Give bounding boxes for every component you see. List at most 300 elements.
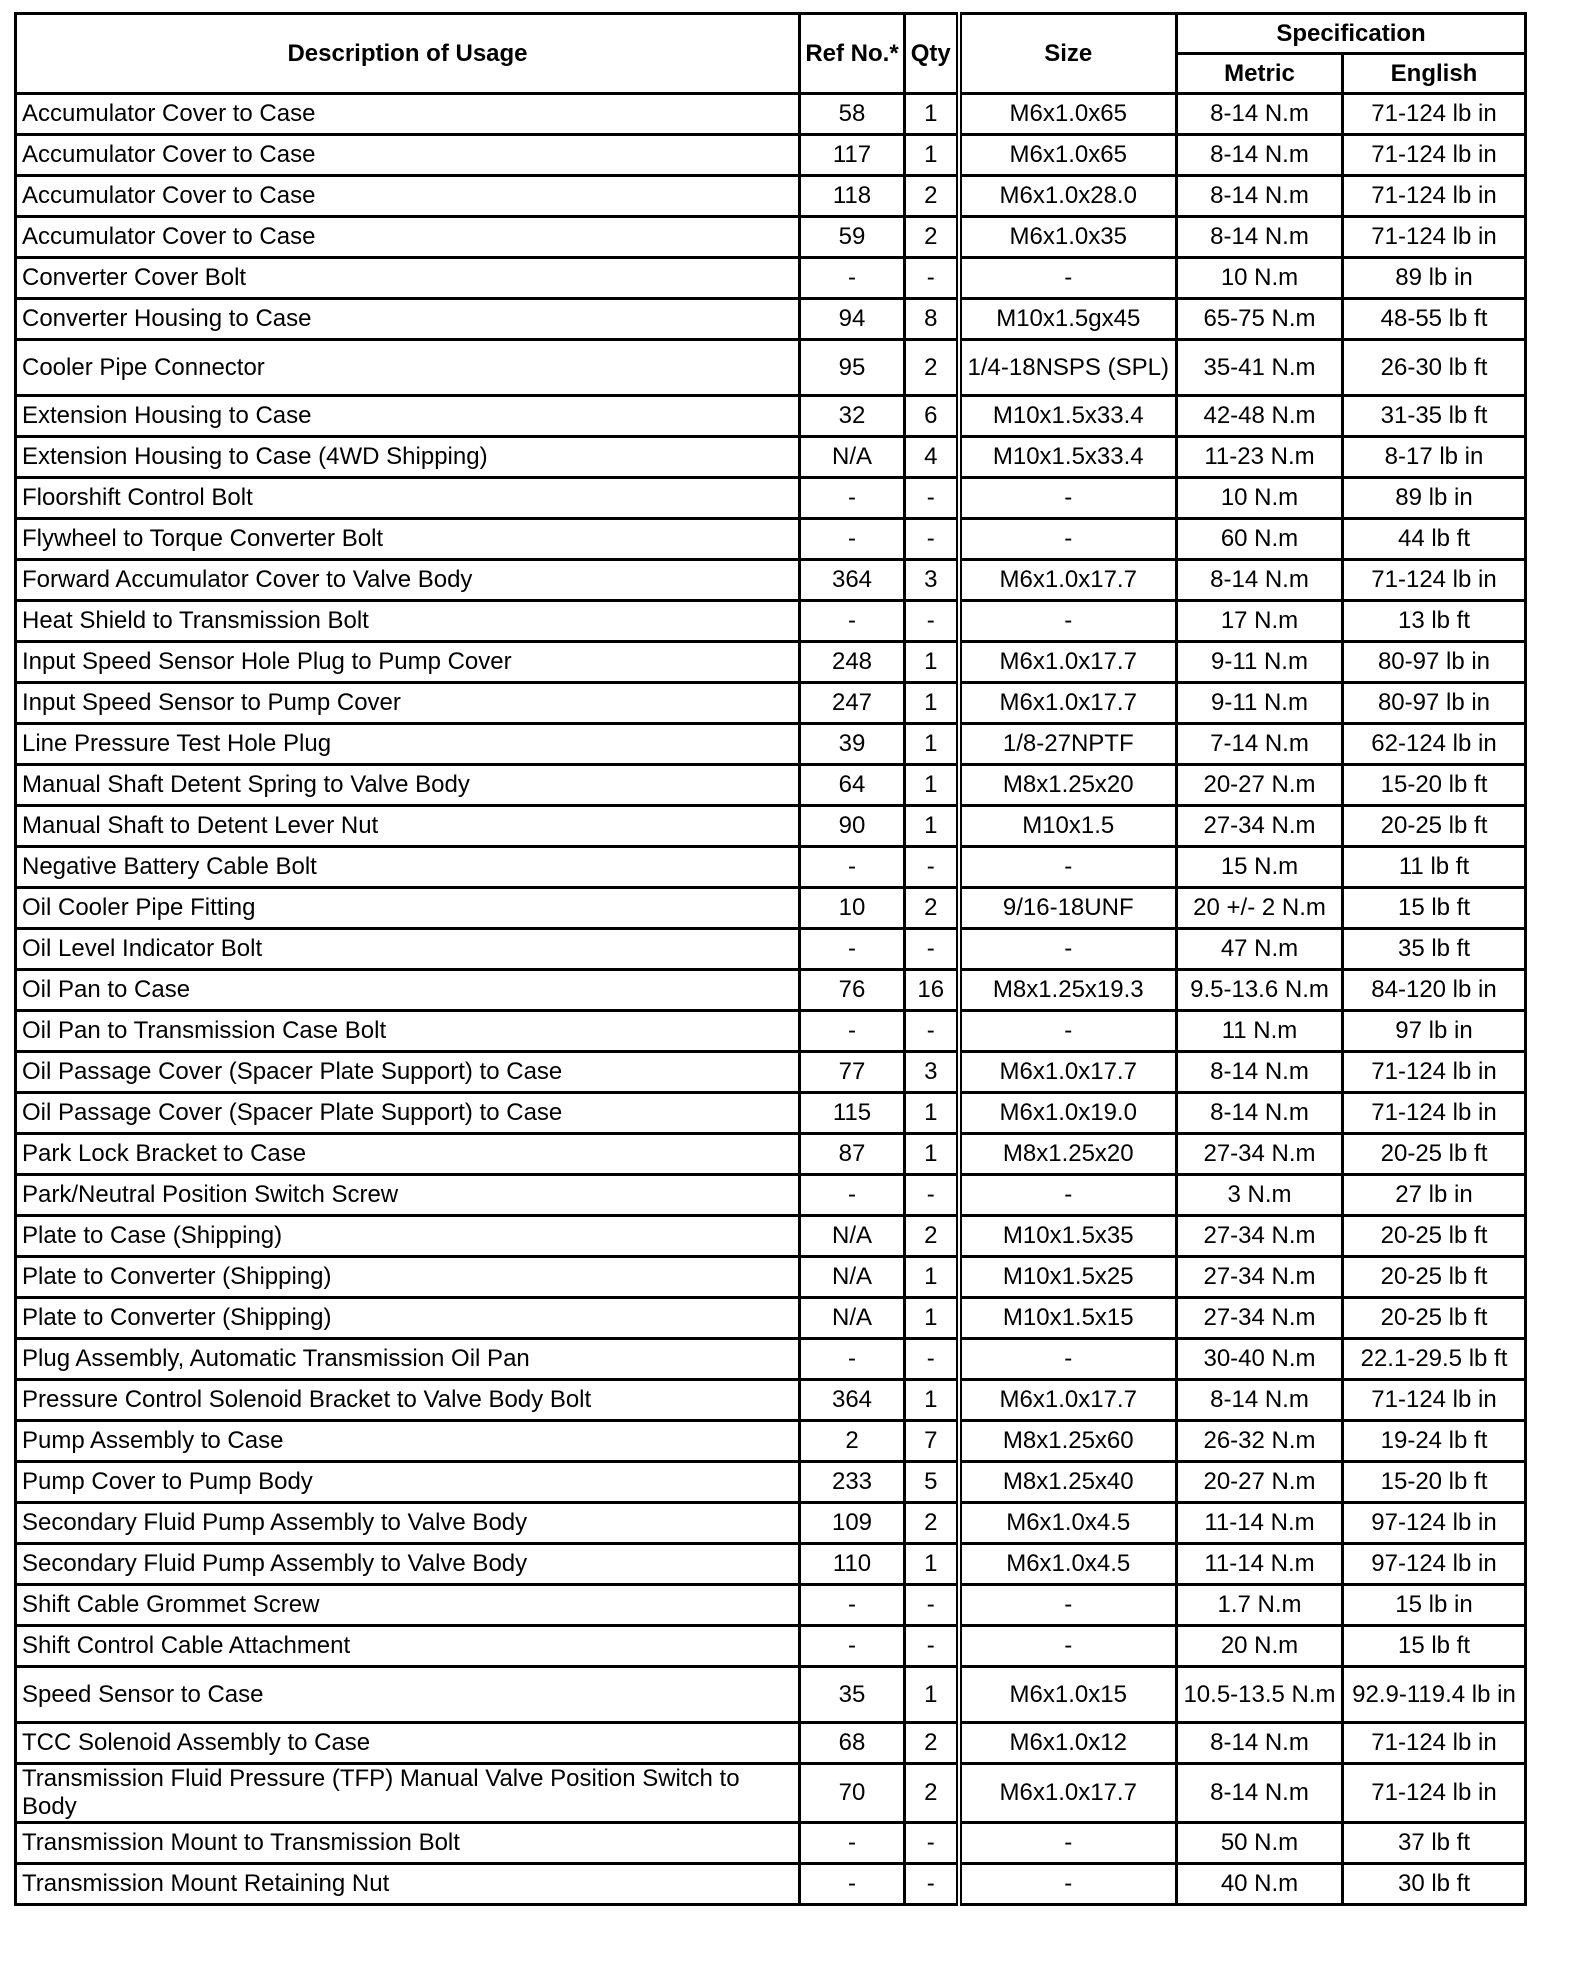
table-row [16, 1339, 1526, 1380]
cell-metric: 65-75 N.m [1177, 299, 1343, 340]
cell-qty: - [905, 1585, 959, 1626]
cell-description: Forward Accumulator Cover to Valve Body [16, 560, 800, 601]
cell-english: 71-124 lb in [1343, 176, 1526, 217]
cell-ref-no: 87 [800, 1134, 905, 1175]
cell-ref-no: 35 [800, 1667, 905, 1723]
cell-metric: 10.5-13.5 N.m [1177, 1667, 1343, 1723]
cell-metric: 20 +/- 2 N.m [1177, 888, 1343, 929]
cell-description: Accumulator Cover to Case [16, 135, 800, 176]
cell-qty: 2 [905, 1216, 959, 1257]
cell-description: Accumulator Cover to Case [16, 176, 800, 217]
cell-qty: - [905, 1626, 959, 1667]
cell-qty: 2 [905, 1764, 959, 1823]
cell-metric: 8-14 N.m [1177, 176, 1343, 217]
cell-description: Accumulator Cover to Case [16, 94, 800, 135]
cell-metric: 11-23 N.m [1177, 437, 1343, 478]
cell-metric: 11-14 N.m [1177, 1544, 1343, 1585]
cell-qty: 5 [905, 1462, 959, 1503]
cell-metric: 35-41 N.m [1177, 340, 1343, 396]
cell-size: M10x1.5x35 [959, 1216, 1177, 1257]
cell-description: Pump Assembly to Case [16, 1421, 800, 1462]
table-row [16, 1093, 1526, 1134]
cell-description: Shift Control Cable Attachment [16, 1626, 800, 1667]
cell-description: Oil Passage Cover (Spacer Plate Support) to Case [16, 1052, 800, 1093]
cell-qty: 1 [905, 724, 959, 765]
cell-qty: 2 [905, 340, 959, 396]
cell-description: Plug Assembly, Automatic Transmission Oil Pan [16, 1339, 800, 1380]
cell-ref-no: - [800, 847, 905, 888]
cell-qty: - [905, 258, 959, 299]
cell-metric: 8-14 N.m [1177, 560, 1343, 601]
table-row [16, 217, 1526, 258]
cell-size: - [959, 1011, 1177, 1052]
cell-ref-no: 32 [800, 396, 905, 437]
cell-qty: 1 [905, 1667, 959, 1723]
cell-ref-no: - [800, 929, 905, 970]
cell-metric: 9-11 N.m [1177, 642, 1343, 683]
cell-metric: 10 N.m [1177, 258, 1343, 299]
table-row [16, 765, 1526, 806]
cell-size: M6x1.0x15 [959, 1667, 1177, 1723]
cell-description: Negative Battery Cable Bolt [16, 847, 800, 888]
table-row [16, 642, 1526, 683]
cell-ref-no: N/A [800, 437, 905, 478]
cell-ref-no: - [800, 1864, 905, 1905]
cell-size: - [959, 478, 1177, 519]
cell-english: 71-124 lb in [1343, 217, 1526, 258]
cell-size: M10x1.5x25 [959, 1257, 1177, 1298]
cell-size: M10x1.5x33.4 [959, 396, 1177, 437]
cell-description: Pressure Control Solenoid Bracket to Valve Body Bolt [16, 1380, 800, 1421]
header-qty: Qty [905, 14, 959, 94]
header-description: Description of Usage [16, 14, 800, 94]
cell-english: 71-124 lb in [1343, 1723, 1526, 1764]
cell-qty: 1 [905, 135, 959, 176]
cell-metric: 26-32 N.m [1177, 1421, 1343, 1462]
cell-metric: 47 N.m [1177, 929, 1343, 970]
cell-size: - [959, 1823, 1177, 1864]
cell-english: 15 lb ft [1343, 1626, 1526, 1667]
cell-ref-no: 58 [800, 94, 905, 135]
cell-description: Plate to Case (Shipping) [16, 1216, 800, 1257]
table-row [16, 94, 1526, 135]
table-row [16, 806, 1526, 847]
cell-metric: 8-14 N.m [1177, 1093, 1343, 1134]
cell-description: Flywheel to Torque Converter Bolt [16, 519, 800, 560]
cell-ref-no: 247 [800, 683, 905, 724]
cell-english: 30 lb ft [1343, 1864, 1526, 1905]
cell-qty: - [905, 519, 959, 560]
table-row [16, 1667, 1526, 1723]
cell-size: M8x1.25x20 [959, 1134, 1177, 1175]
cell-english: 31-35 lb ft [1343, 396, 1526, 437]
cell-description: Extension Housing to Case (4WD Shipping) [16, 437, 800, 478]
cell-ref-no: - [800, 258, 905, 299]
cell-metric: 42-48 N.m [1177, 396, 1343, 437]
cell-ref-no: 2 [800, 1421, 905, 1462]
cell-english: 20-25 lb ft [1343, 1298, 1526, 1339]
cell-description: Accumulator Cover to Case [16, 217, 800, 258]
cell-qty: - [905, 847, 959, 888]
cell-qty: 1 [905, 1298, 959, 1339]
cell-ref-no: - [800, 1585, 905, 1626]
table-row [16, 135, 1526, 176]
cell-description: Transmission Mount Retaining Nut [16, 1864, 800, 1905]
cell-description: Park Lock Bracket to Case [16, 1134, 800, 1175]
cell-description: Secondary Fluid Pump Assembly to Valve Body [16, 1503, 800, 1544]
cell-size: M8x1.25x20 [959, 765, 1177, 806]
cell-description: TCC Solenoid Assembly to Case [16, 1723, 800, 1764]
cell-english: 15 lb in [1343, 1585, 1526, 1626]
cell-size: - [959, 1339, 1177, 1380]
cell-metric: 8-14 N.m [1177, 135, 1343, 176]
table-row [16, 1823, 1526, 1864]
cell-size: M8x1.25x19.3 [959, 970, 1177, 1011]
cell-ref-no: 109 [800, 1503, 905, 1544]
cell-description: Transmission Fluid Pressure (TFP) Manual Valve Position Switch to Body [16, 1764, 800, 1823]
cell-size: 1/8-27NPTF [959, 724, 1177, 765]
table-row [16, 1380, 1526, 1421]
cell-qty: 2 [905, 1503, 959, 1544]
cell-english: 97-124 lb in [1343, 1544, 1526, 1585]
cell-size: M6x1.0x17.7 [959, 560, 1177, 601]
cell-description: Oil Pan to Transmission Case Bolt [16, 1011, 800, 1052]
cell-english: 20-25 lb ft [1343, 1257, 1526, 1298]
cell-ref-no: 39 [800, 724, 905, 765]
cell-description: Converter Cover Bolt [16, 258, 800, 299]
table-row [16, 519, 1526, 560]
cell-size: M6x1.0x12 [959, 1723, 1177, 1764]
cell-english: 89 lb in [1343, 258, 1526, 299]
cell-ref-no: 70 [800, 1764, 905, 1823]
cell-ref-no: - [800, 1626, 905, 1667]
cell-qty: 7 [905, 1421, 959, 1462]
table-row [16, 1011, 1526, 1052]
cell-size: - [959, 1175, 1177, 1216]
cell-metric: 11 N.m [1177, 1011, 1343, 1052]
table-row [16, 437, 1526, 478]
cell-description: Manual Shaft to Detent Lever Nut [16, 806, 800, 847]
table-row [16, 601, 1526, 642]
cell-english: 27 lb in [1343, 1175, 1526, 1216]
table-row [16, 176, 1526, 217]
cell-qty: 1 [905, 94, 959, 135]
table-row [16, 847, 1526, 888]
cell-english: 80-97 lb in [1343, 683, 1526, 724]
cell-english: 71-124 lb in [1343, 94, 1526, 135]
cell-size: M6x1.0x17.7 [959, 642, 1177, 683]
cell-size: M10x1.5x33.4 [959, 437, 1177, 478]
cell-ref-no: 233 [800, 1462, 905, 1503]
cell-description: Shift Cable Grommet Screw [16, 1585, 800, 1626]
cell-english: 71-124 lb in [1343, 1380, 1526, 1421]
header-specification: Specification [1177, 14, 1526, 54]
cell-metric: 8-14 N.m [1177, 1764, 1343, 1823]
table-row [16, 1626, 1526, 1667]
cell-metric: 1.7 N.m [1177, 1585, 1343, 1626]
cell-description: Park/Neutral Position Switch Screw [16, 1175, 800, 1216]
cell-english: 19-24 lb ft [1343, 1421, 1526, 1462]
cell-description: Plate to Converter (Shipping) [16, 1298, 800, 1339]
cell-english: 84-120 lb in [1343, 970, 1526, 1011]
cell-metric: 10 N.m [1177, 478, 1343, 519]
cell-size: - [959, 847, 1177, 888]
cell-size: M6x1.0x4.5 [959, 1544, 1177, 1585]
cell-size: 9/16-18UNF [959, 888, 1177, 929]
cell-english: 20-25 lb ft [1343, 1216, 1526, 1257]
cell-description: Cooler Pipe Connector [16, 340, 800, 396]
cell-size: - [959, 1864, 1177, 1905]
cell-ref-no: N/A [800, 1298, 905, 1339]
table-row [16, 1462, 1526, 1503]
cell-qty: - [905, 478, 959, 519]
cell-size: M6x1.0x17.7 [959, 1380, 1177, 1421]
cell-qty: 16 [905, 970, 959, 1011]
cell-ref-no: - [800, 478, 905, 519]
cell-ref-no: 77 [800, 1052, 905, 1093]
cell-metric: 20-27 N.m [1177, 1462, 1343, 1503]
cell-qty: - [905, 1339, 959, 1380]
cell-english: 71-124 lb in [1343, 1093, 1526, 1134]
cell-metric: 7-14 N.m [1177, 724, 1343, 765]
cell-size: M6x1.0x17.7 [959, 1052, 1177, 1093]
cell-english: 89 lb in [1343, 478, 1526, 519]
table-row [16, 929, 1526, 970]
cell-english: 37 lb ft [1343, 1823, 1526, 1864]
cell-ref-no: 64 [800, 765, 905, 806]
cell-qty: 1 [905, 683, 959, 724]
cell-size: M6x1.0x19.0 [959, 1093, 1177, 1134]
cell-size: M8x1.25x60 [959, 1421, 1177, 1462]
table-row [16, 1723, 1526, 1764]
cell-qty: 2 [905, 1723, 959, 1764]
cell-description: Converter Housing to Case [16, 299, 800, 340]
cell-english: 97 lb in [1343, 1011, 1526, 1052]
cell-ref-no: 364 [800, 560, 905, 601]
table-row [16, 1134, 1526, 1175]
cell-ref-no: 118 [800, 176, 905, 217]
cell-ref-no: 10 [800, 888, 905, 929]
cell-qty: 1 [905, 1257, 959, 1298]
cell-ref-no: 68 [800, 1723, 905, 1764]
cell-metric: 27-34 N.m [1177, 1298, 1343, 1339]
cell-qty: 2 [905, 888, 959, 929]
table-row [16, 258, 1526, 299]
cell-qty: 1 [905, 642, 959, 683]
cell-metric: 27-34 N.m [1177, 1216, 1343, 1257]
cell-description: Speed Sensor to Case [16, 1667, 800, 1723]
cell-ref-no: - [800, 1823, 905, 1864]
cell-description: Plate to Converter (Shipping) [16, 1257, 800, 1298]
cell-ref-no: 95 [800, 340, 905, 396]
table-row [16, 1585, 1526, 1626]
cell-metric: 20 N.m [1177, 1626, 1343, 1667]
cell-english: 71-124 lb in [1343, 560, 1526, 601]
cell-ref-no: - [800, 1339, 905, 1380]
cell-english: 26-30 lb ft [1343, 340, 1526, 396]
cell-description: Floorshift Control Bolt [16, 478, 800, 519]
cell-size: M6x1.0x28.0 [959, 176, 1177, 217]
cell-description: Line Pressure Test Hole Plug [16, 724, 800, 765]
cell-english: 62-124 lb in [1343, 724, 1526, 765]
cell-metric: 3 N.m [1177, 1175, 1343, 1216]
cell-qty: 1 [905, 765, 959, 806]
cell-qty: 1 [905, 1134, 959, 1175]
cell-description: Manual Shaft Detent Spring to Valve Body [16, 765, 800, 806]
cell-description: Input Speed Sensor to Pump Cover [16, 683, 800, 724]
cell-qty: 2 [905, 217, 959, 258]
table-row [16, 1764, 1526, 1823]
header-english: English [1343, 54, 1526, 94]
table-row [16, 970, 1526, 1011]
cell-metric: 9.5-13.6 N.m [1177, 970, 1343, 1011]
cell-description: Input Speed Sensor Hole Plug to Pump Cover [16, 642, 800, 683]
cell-qty: - [905, 929, 959, 970]
header-size: Size [959, 14, 1177, 94]
cell-english: 8-17 lb in [1343, 437, 1526, 478]
cell-english: 44 lb ft [1343, 519, 1526, 560]
cell-size: M10x1.5 [959, 806, 1177, 847]
cell-size: - [959, 601, 1177, 642]
table-row [16, 1298, 1526, 1339]
cell-size: - [959, 519, 1177, 560]
cell-english: 22.1-29.5 lb ft [1343, 1339, 1526, 1380]
cell-metric: 8-14 N.m [1177, 1380, 1343, 1421]
cell-qty: 4 [905, 437, 959, 478]
cell-qty: 1 [905, 1380, 959, 1421]
table-row [16, 478, 1526, 519]
cell-qty: - [905, 1175, 959, 1216]
cell-qty: - [905, 601, 959, 642]
cell-qty: 6 [905, 396, 959, 437]
table-row [16, 724, 1526, 765]
table-row [16, 560, 1526, 601]
header-ref-no: Ref No.* [800, 14, 905, 94]
cell-description: Oil Pan to Case [16, 970, 800, 1011]
cell-description: Extension Housing to Case [16, 396, 800, 437]
cell-ref-no: 248 [800, 642, 905, 683]
cell-metric: 27-34 N.m [1177, 1257, 1343, 1298]
table-row [16, 1216, 1526, 1257]
cell-qty: - [905, 1823, 959, 1864]
cell-english: 15-20 lb ft [1343, 765, 1526, 806]
cell-ref-no: 59 [800, 217, 905, 258]
table-row [16, 396, 1526, 437]
cell-english: 13 lb ft [1343, 601, 1526, 642]
cell-size: 1/4-18NSPS (SPL) [959, 340, 1177, 396]
table-row [16, 1175, 1526, 1216]
cell-qty: 1 [905, 1544, 959, 1585]
cell-size: M6x1.0x65 [959, 94, 1177, 135]
cell-metric: 50 N.m [1177, 1823, 1343, 1864]
torque-spec-table [14, 12, 1527, 1906]
table-row [16, 340, 1526, 396]
cell-english: 80-97 lb in [1343, 642, 1526, 683]
cell-english: 97-124 lb in [1343, 1503, 1526, 1544]
cell-english: 15-20 lb ft [1343, 1462, 1526, 1503]
cell-qty: 3 [905, 560, 959, 601]
cell-size: M6x1.0x35 [959, 217, 1177, 258]
cell-size: - [959, 1626, 1177, 1667]
cell-size: M6x1.0x17.7 [959, 1764, 1177, 1823]
cell-ref-no: - [800, 1011, 905, 1052]
cell-english: 15 lb ft [1343, 888, 1526, 929]
cell-english: 71-124 lb in [1343, 1764, 1526, 1823]
cell-description: Pump Cover to Pump Body [16, 1462, 800, 1503]
cell-description: Heat Shield to Transmission Bolt [16, 601, 800, 642]
cell-size: M6x1.0x4.5 [959, 1503, 1177, 1544]
cell-english: 35 lb ft [1343, 929, 1526, 970]
cell-qty: - [905, 1864, 959, 1905]
cell-qty: 3 [905, 1052, 959, 1093]
cell-qty: 2 [905, 176, 959, 217]
table-row [16, 1421, 1526, 1462]
cell-ref-no: 110 [800, 1544, 905, 1585]
cell-ref-no: - [800, 519, 905, 560]
cell-metric: 8-14 N.m [1177, 1723, 1343, 1764]
cell-size: M10x1.5x15 [959, 1298, 1177, 1339]
table-row [16, 299, 1526, 340]
cell-ref-no: 90 [800, 806, 905, 847]
cell-size: - [959, 258, 1177, 299]
table-row [16, 683, 1526, 724]
table-row [16, 1503, 1526, 1544]
cell-metric: 27-34 N.m [1177, 1134, 1343, 1175]
cell-description: Oil Passage Cover (Spacer Plate Support) to Case [16, 1093, 800, 1134]
cell-english: 48-55 lb ft [1343, 299, 1526, 340]
cell-metric: 9-11 N.m [1177, 683, 1343, 724]
cell-ref-no: 115 [800, 1093, 905, 1134]
table-row [16, 1864, 1526, 1905]
cell-ref-no: N/A [800, 1216, 905, 1257]
cell-metric: 27-34 N.m [1177, 806, 1343, 847]
cell-qty: 1 [905, 806, 959, 847]
cell-metric: 17 N.m [1177, 601, 1343, 642]
cell-size: - [959, 1585, 1177, 1626]
cell-description: Oil Cooler Pipe Fitting [16, 888, 800, 929]
cell-metric: 8-14 N.m [1177, 94, 1343, 135]
table-body [16, 94, 1526, 1905]
cell-size: M6x1.0x65 [959, 135, 1177, 176]
cell-metric: 40 N.m [1177, 1864, 1343, 1905]
cell-english: 92.9-119.4 lb in [1343, 1667, 1526, 1723]
table-row [16, 1544, 1526, 1585]
cell-ref-no: 76 [800, 970, 905, 1011]
cell-qty: 8 [905, 299, 959, 340]
cell-ref-no: 364 [800, 1380, 905, 1421]
cell-ref-no: 117 [800, 135, 905, 176]
table-row [16, 1052, 1526, 1093]
cell-size: M6x1.0x17.7 [959, 683, 1177, 724]
cell-size: - [959, 929, 1177, 970]
cell-metric: 15 N.m [1177, 847, 1343, 888]
cell-qty: 1 [905, 1093, 959, 1134]
cell-ref-no: - [800, 601, 905, 642]
cell-metric: 8-14 N.m [1177, 1052, 1343, 1093]
cell-description: Oil Level Indicator Bolt [16, 929, 800, 970]
cell-metric: 20-27 N.m [1177, 765, 1343, 806]
cell-description: Transmission Mount to Transmission Bolt [16, 1823, 800, 1864]
cell-metric: 30-40 N.m [1177, 1339, 1343, 1380]
cell-metric: 11-14 N.m [1177, 1503, 1343, 1544]
cell-metric: 8-14 N.m [1177, 217, 1343, 258]
table-row [16, 888, 1526, 929]
cell-english: 11 lb ft [1343, 847, 1526, 888]
cell-description: Secondary Fluid Pump Assembly to Valve Body [16, 1544, 800, 1585]
cell-english: 71-124 lb in [1343, 1052, 1526, 1093]
cell-ref-no: - [800, 1175, 905, 1216]
table-row [16, 1257, 1526, 1298]
